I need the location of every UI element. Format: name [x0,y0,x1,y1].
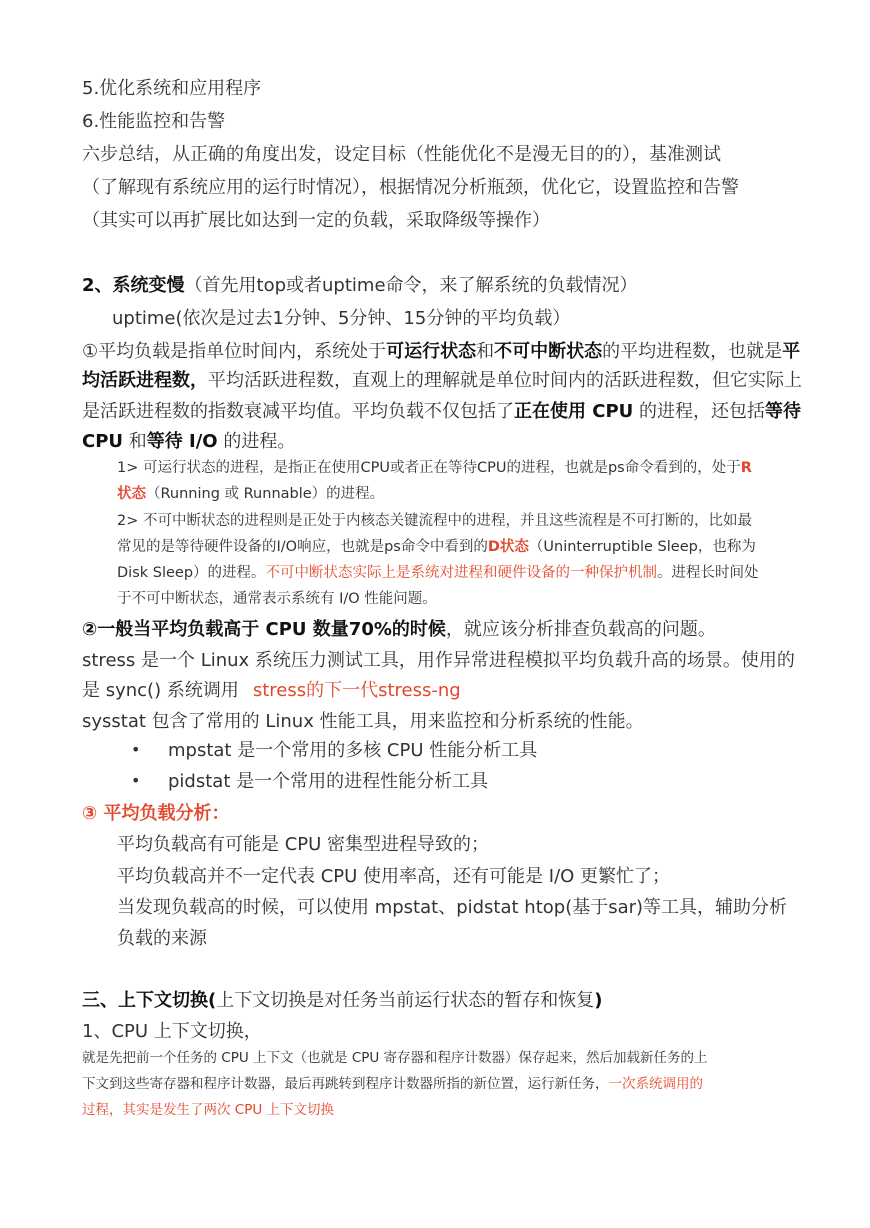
stress-line1: stress 是一个 Linux 系统压力测试工具，用作异常进程模拟平均负载升高的场景。使用的 [82,650,795,671]
summary-line-3: （其实可以再扩展比如达到一定的负载，采取降级等操作） [82,210,550,231]
para2: ②一般当平均负载高于 CPU 数量70%的时候，就应该分析排查负载高的问题。 [82,619,716,640]
bullet-item: mpstat 是一个常用的多核 CPU 性能分析工具 [168,740,538,761]
analysis-line1: 平均负载高有可能是 CPU 密集型进程导致的； [117,834,490,855]
note2-line3: Disk Sleep）的进程。不可中断状态实际上是系统对进程和硬件设备的一种保护机制。进程长时间处 [117,565,759,581]
analysis-line2: 平均负载高并不一定代表 CPU 使用率高，还有可能是 I/O 更繁忙了； [117,866,671,887]
note2-line4: 于不可中断状态，通常表示系统有 I/O 性能问题。 [117,591,437,607]
section-3-heading: 三、上下文切换(上下文切换是对任务当前运行状态的暂存和恢复) [82,990,603,1011]
context-line1: 就是先把前一个任务的 CPU 上下文（也就是 CPU 寄存器和程序计数器）保存起来，然后加载新任务的上 [82,1050,708,1066]
note1-line2: 状态（Running 或 Runnable）的进程。 [117,486,385,502]
note2-line2: 常见的是等待硬件设备的I/O响应，也就是ps命令中看到的D状态（Uninterruptible Sleep，也称为 [117,539,756,555]
summary-line-2: （了解现有系统应用的运行时情况），根据情况分析瓶颈，优化它，设置监控和告警 [82,177,739,198]
bullet-icon: • [131,740,141,759]
note1-line1: 1> 可运行状态的进程，是指正在使用CPU或者正在等待CPU的进程，也就是ps命令看到的，处于R [117,460,752,476]
sysstat-line: sysstat 包含了常用的 Linux 性能工具，用来监控和分析系统的性能。 [82,711,644,732]
stress-line2: 是 sync() 系统调用 stress的下一代stress-ng [82,680,461,701]
bullet-item: pidstat 是一个常用的进程性能分析工具 [168,771,489,792]
para1-line4: CPU 和等待 I/O 的进程。 [82,431,296,452]
para3-heading: ③ 平均负载分析： [82,803,230,824]
analysis-line3: 当发现负载高的时候，可以使用 mpstat、pidstat htop(基于sar)等工具，辅助分析 [117,897,788,918]
cpu-context-heading: 1、CPU 上下文切换， [82,1021,262,1042]
summary-line-1: 六步总结，从正确的角度出发，设定目标（性能优化不是漫无目的的），基准测试 [82,144,721,165]
note2-line1: 2> 不可中断状态的进程则是正处于内核态关键流程中的进程，并且这些流程是不可打断的，比如最 [117,513,752,529]
line-step6: 6.性能监控和告警 [82,111,226,132]
para1-line1: ①平均负载是指单位时间内，系统处于可运行状态和不可中断状态的平均进程数，也就是平 [82,341,801,362]
context-line3: 过程，其实是发生了两次 CPU 上下文切换 [82,1102,335,1118]
line-step5: 5.优化系统和应用程序 [82,78,262,99]
para1-line3: 是活跃进程数的指数衰减平均值。平均负载不仅包括了正在使用 CPU 的进程，还包括等待 [82,401,802,422]
bullet-icon: • [131,771,141,790]
uptime-line: uptime(依次是过去1分钟、5分钟、15分钟的平均负载） [112,308,571,329]
para1-line2: 均活跃进程数，平均活跃进程数，直观上的理解就是单位时间内的活跃进程数，但它实际上 [82,370,802,391]
analysis-line4: 负载的来源 [117,928,207,949]
context-line2: 下文到这些寄存器和程序计数器，最后再跳转到程序计数器所指的新位置，运行新任务，一次系统调用的 [82,1076,703,1092]
section-2-heading: 2、系统变慢（首先用top或者uptime命令，来了解系统的负载情况） [82,275,638,296]
